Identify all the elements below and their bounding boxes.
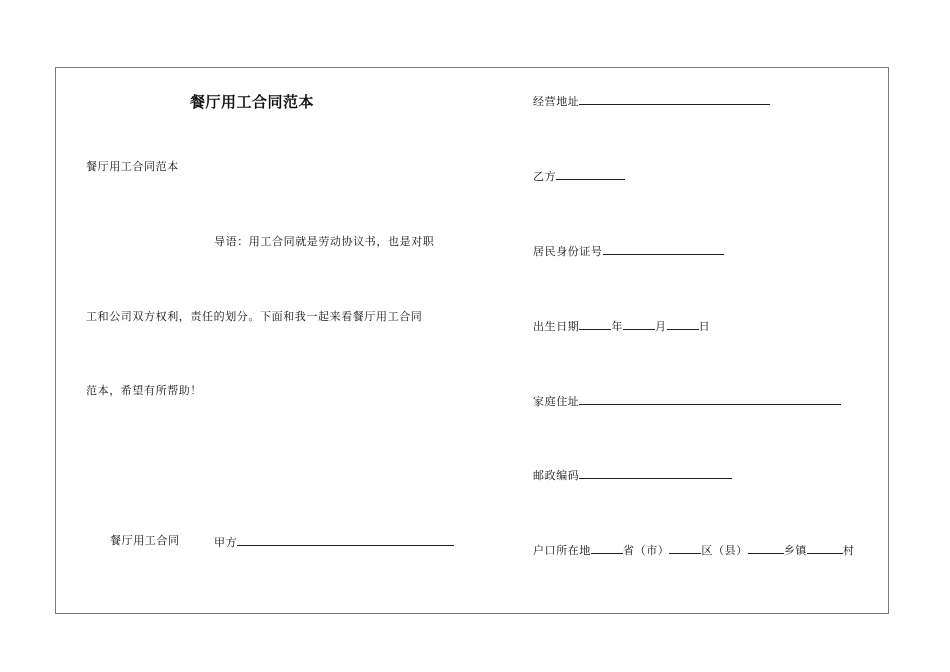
town-label: 乡镇: [783, 544, 808, 557]
intro-line-2: 工和公司双方权利，责任的划分。下面和我一起来看餐厅用工合同: [86, 310, 423, 323]
zip-field: [533, 467, 732, 483]
zip-blank[interactable]: [579, 467, 732, 479]
village-label: 村: [843, 544, 855, 557]
hukou-district-blank[interactable]: [669, 542, 701, 554]
party-b-label: 乙方: [533, 170, 557, 183]
district-label: 区（县）: [701, 544, 748, 557]
address-blank[interactable]: [579, 93, 770, 105]
address-field: [533, 93, 770, 109]
month-label: 月: [655, 320, 667, 333]
hukou-label: 户口所在地: [533, 544, 591, 557]
id-field: [533, 243, 724, 259]
party-b-blank[interactable]: [556, 168, 625, 180]
document-page: [55, 67, 889, 614]
party-a-label: 甲方: [214, 536, 238, 549]
party-b-field: [533, 168, 625, 184]
province-label: 省（市）: [623, 544, 670, 557]
id-label: 居民身份证号: [533, 245, 603, 258]
year-label: 年: [611, 320, 624, 333]
subtitle: 餐厅用工合同范本: [86, 160, 179, 173]
home-label: 家庭住址: [533, 395, 580, 408]
hukou-province-blank[interactable]: [591, 542, 623, 554]
zip-label: 邮政编码: [533, 469, 580, 482]
day-label: 日: [698, 320, 711, 333]
home-field: [533, 393, 841, 409]
birth-month-blank[interactable]: [623, 318, 655, 330]
section-label: 餐厅用工合同: [110, 534, 180, 547]
hukou-village-blank[interactable]: [807, 542, 843, 554]
party-a-field: [214, 534, 454, 550]
home-blank[interactable]: [579, 393, 841, 405]
intro-line-3: 范本，希望有所帮助！: [86, 384, 202, 397]
hukou-field: [533, 542, 855, 558]
intro-line-1: 导语：用工合同就是劳动协议书，也是对职: [214, 235, 435, 248]
birth-year-blank[interactable]: [579, 318, 611, 330]
birth-day-blank[interactable]: [667, 318, 699, 330]
birth-field: [533, 318, 710, 334]
hukou-town-blank[interactable]: [748, 542, 784, 554]
address-label: 经营地址: [533, 95, 580, 108]
party-a-blank[interactable]: [237, 534, 454, 546]
birth-label: 出生日期: [533, 320, 580, 333]
id-blank[interactable]: [603, 243, 724, 255]
document-title: 餐厅用工合同范本: [190, 93, 315, 111]
